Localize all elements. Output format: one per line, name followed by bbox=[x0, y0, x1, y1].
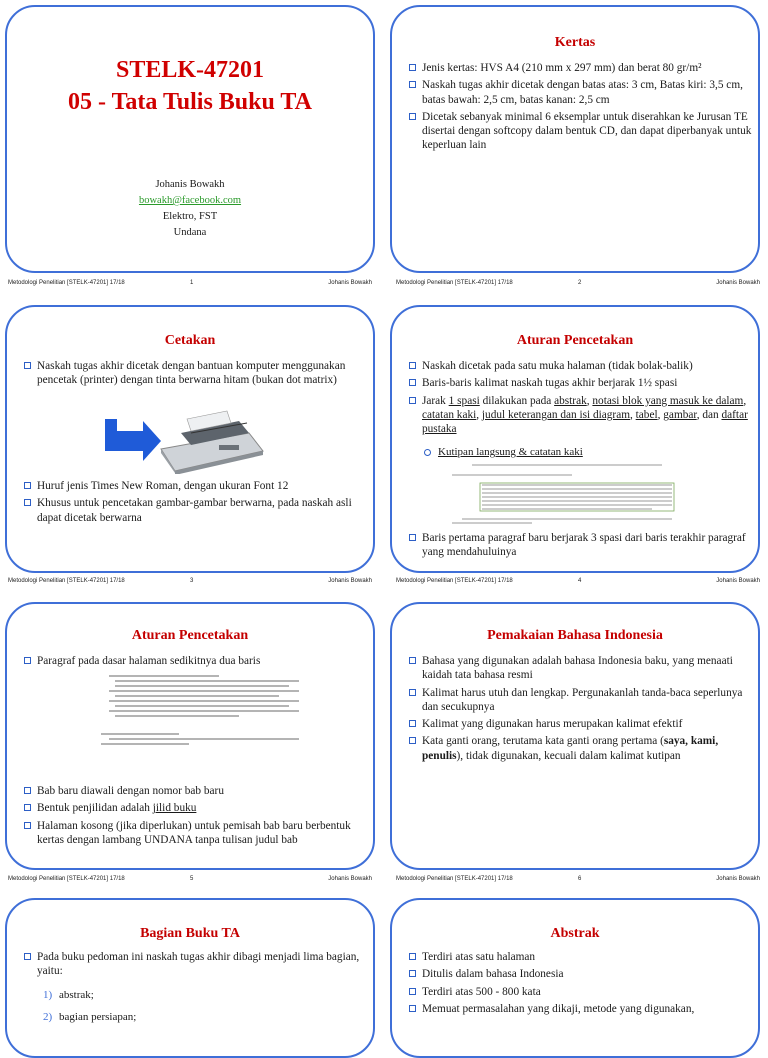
bullet-square-icon bbox=[24, 362, 31, 369]
footer-page-number: 4 bbox=[578, 578, 582, 584]
slide-5-footer bbox=[8, 876, 378, 886]
footer-course: Metodologi Penelitian [STELK-47201] 17/18 bbox=[396, 876, 513, 882]
footer-course: Metodologi Penelitian [STELK-47201] 17/18 bbox=[8, 876, 125, 882]
bullet-item: Kalimat yang digunakan harus merupakan kalimat efektif bbox=[408, 717, 753, 731]
slide-5 bbox=[5, 602, 375, 870]
bullet-square-icon bbox=[24, 822, 31, 829]
bullet-square-icon bbox=[24, 657, 31, 664]
slide-8-bullets bbox=[408, 950, 753, 1019]
slide-6-title: Pemakaian Bahasa Indonesia bbox=[487, 628, 663, 643]
bullet-item: Khusus untuk pencetakan gambar-gambar berwarna, pada naskah asli dapat dicetak berwarna bbox=[23, 496, 363, 525]
bullet-square-icon bbox=[409, 397, 416, 404]
slide-3-bullets-top bbox=[23, 359, 363, 391]
sub-bullet-item: Kutipan langsung & catatan kaki bbox=[408, 445, 760, 459]
bullet-item: Bab baru diawali dengan nomor bab baru bbox=[23, 784, 363, 798]
quote-example-thumbnail bbox=[432, 461, 742, 531]
bullet-item: Jarak 1 spasi dilakukan pada abstrak, notasi blok yang masuk ke dalam, catatan kaki, judul keterangan dan isi diagram, tabel, gambar, dan daftar pustaka bbox=[408, 394, 753, 437]
footer-page-number: 3 bbox=[190, 578, 194, 584]
footer-author: Johanis Bowakh bbox=[716, 578, 760, 584]
author-univ: Undana bbox=[173, 227, 207, 238]
slide-8-title: Abstrak bbox=[550, 926, 600, 941]
footer-course: Metodologi Penelitian [STELK-47201] 17/18 bbox=[8, 578, 125, 584]
bullet-circle-icon bbox=[424, 449, 431, 456]
arrow-icon bbox=[105, 419, 161, 461]
slide-6 bbox=[390, 602, 760, 870]
slide-5-title: Aturan Pencetakan bbox=[131, 628, 249, 643]
printer-illustration bbox=[99, 389, 269, 474]
bullet-square-icon bbox=[409, 113, 416, 120]
author-name: Johanis Bowakh bbox=[155, 179, 225, 190]
bullet-square-icon bbox=[409, 720, 416, 727]
bullet-square-icon bbox=[409, 970, 416, 977]
slide-5-bullets-top bbox=[23, 654, 363, 671]
bullet-square-icon bbox=[409, 657, 416, 664]
bullet-item: Halaman kosong (jika diperlukan) untuk pemisah bab baru berbentuk kertas dengan lambang UNDANA tanpa tulisan judul bab bbox=[23, 819, 363, 848]
footer-page-number: 6 bbox=[578, 876, 582, 882]
bullet-square-icon bbox=[409, 689, 416, 696]
bullet-square-icon bbox=[409, 988, 416, 995]
bullet-square-icon bbox=[409, 64, 416, 71]
bullet-item: Pada buku pedoman ini naskah tugas akhir dibagi menjadi lima bagian, yaitu: bbox=[23, 950, 363, 979]
bullet-item: Dicetak sebanyak minimal 6 eksemplar untuk diserahkan ke Jurusan TE disertai dengan softcopy dalam bentuk CD, dan dapat diperbanyak untuk keperluan lain bbox=[408, 110, 753, 153]
slide-4-bullets-top bbox=[408, 359, 753, 439]
footer-author: Johanis Bowakh bbox=[716, 876, 760, 882]
slide-3-bullets-bottom bbox=[23, 479, 363, 528]
slide-2-bullets bbox=[408, 61, 753, 156]
slide-2-footer bbox=[396, 280, 766, 290]
bullet-item: Baris-baris kalimat naskah tugas akhir berjarak 1½ spasi bbox=[408, 376, 753, 390]
author-email-link[interactable]: bowakh@facebook.com bbox=[138, 195, 242, 206]
bullet-item: Naskah dicetak pada satu muka halaman (tidak bolak-balik) bbox=[408, 359, 753, 373]
bullet-item: Memuat permasalahan yang dikaji, metode yang digunakan, bbox=[408, 1002, 753, 1016]
bullet-square-icon bbox=[409, 362, 416, 369]
bullet-item: Terdiri atas 500 - 800 kata bbox=[408, 985, 753, 999]
slide-7-numbered-list bbox=[43, 988, 343, 1032]
slide-4-footer bbox=[396, 578, 766, 588]
bullet-item: Kata ganti orang, terutama kata ganti orang pertama (saya, kami, penulis), tidak digunakan, kecuali dalam kalimat kutipan bbox=[408, 734, 753, 763]
footer-author: Johanis Bowakh bbox=[716, 280, 760, 286]
bullet-square-icon bbox=[24, 499, 31, 506]
slide-6-footer bbox=[396, 876, 766, 886]
bullet-item: Baris pertama paragraf baru berjarak 3 spasi dari baris terakhir paragraf yang mendahuluinya bbox=[408, 531, 753, 560]
bullet-item: Jenis kertas: HVS A4 (210 mm x 297 mm) dan berat 80 gr/m² bbox=[408, 61, 753, 75]
slide-1-footer bbox=[8, 280, 378, 290]
footer-page-number: 5 bbox=[190, 876, 194, 882]
bullet-item: Bentuk penjilidan adalah jilid buku bbox=[23, 801, 363, 815]
bullet-square-icon bbox=[409, 1005, 416, 1012]
slide-7-bullets bbox=[23, 950, 363, 982]
slide-3-title: Cetakan bbox=[164, 333, 216, 348]
slide-8 bbox=[390, 898, 760, 1058]
bullet-square-icon bbox=[409, 737, 416, 744]
footer-course: Metodologi Penelitian [STELK-47201] 17/18 bbox=[396, 578, 513, 584]
footer-author: Johanis Bowakh bbox=[328, 876, 372, 882]
footer-course: Metodologi Penelitian [STELK-47201] 17/18 bbox=[396, 280, 513, 286]
bullet-item: Naskah tugas akhir dicetak dengan bantuan komputer menggunakan pencetak (printer) dengan tinta berwarna hitam (bukan dot matrix) bbox=[23, 359, 363, 388]
slide-7-title: Bagian Buku TA bbox=[140, 926, 240, 941]
bullet-item: Terdiri atas satu halaman bbox=[408, 950, 753, 964]
slide-6-bullets bbox=[408, 654, 753, 766]
bullet-item: Naskah tugas akhir dicetak dengan batas atas: 3 cm, Batas kiri: 3,5 cm, batas bawah: 2,5 cm, batas kanan: 2,5 cm bbox=[408, 78, 753, 107]
bullet-item: Bahasa yang digunakan adalah bahasa Indonesia baku, yang menaati kaidah tata bahasa resmi bbox=[408, 654, 753, 683]
list-item: 2) bagian persiapan; bbox=[43, 1011, 137, 1023]
slide-4 bbox=[390, 305, 760, 573]
slide-1-title-line2: 05 - Tata Tulis Buku TA bbox=[68, 89, 312, 115]
slide-1-title-line1: STELK-47201 bbox=[115, 57, 265, 83]
slide-5-bullets-bottom bbox=[23, 784, 363, 850]
slide-7 bbox=[5, 898, 375, 1058]
bullet-square-icon bbox=[24, 804, 31, 811]
bullet-item: Kalimat harus utuh dan lengkap. Pergunakanlah tanda-baca seperlunya dan secukupnya bbox=[408, 686, 753, 715]
author-dept: Elektro, FST bbox=[162, 211, 218, 222]
slide-3 bbox=[5, 305, 375, 573]
bullet-item: Ditulis dalam bahasa Indonesia bbox=[408, 967, 753, 981]
bullet-square-icon bbox=[409, 953, 416, 960]
footer-page-number: 1 bbox=[190, 280, 194, 286]
footer-page-number: 2 bbox=[578, 280, 582, 286]
paragraph-example-thumbnail bbox=[99, 672, 319, 776]
bullet-square-icon bbox=[409, 534, 416, 541]
slide-4-bullets-bottom bbox=[408, 531, 753, 563]
footer-author: Johanis Bowakh bbox=[328, 280, 372, 286]
bullet-square-icon bbox=[409, 379, 416, 386]
slide-3-footer bbox=[8, 578, 378, 588]
footer-course: Metodologi Penelitian [STELK-47201] 17/18 bbox=[8, 280, 125, 286]
bullet-square-icon bbox=[24, 482, 31, 489]
slide-4-title: Aturan Pencetakan bbox=[516, 333, 634, 348]
slide-2 bbox=[390, 5, 760, 273]
bullet-square-icon bbox=[409, 81, 416, 88]
bullet-item: Huruf jenis Times New Roman, dengan ukuran Font 12 bbox=[23, 479, 363, 493]
footer-author: Johanis Bowakh bbox=[328, 578, 372, 584]
list-item: 1) abstrak; bbox=[43, 989, 94, 1001]
slide-1 bbox=[5, 5, 375, 273]
bullet-square-icon bbox=[24, 787, 31, 794]
slide-2-title: Kertas bbox=[554, 35, 596, 50]
bullet-square-icon bbox=[24, 953, 31, 960]
bullet-item: Paragraf pada dasar halaman sedikitnya dua baris bbox=[23, 654, 363, 668]
